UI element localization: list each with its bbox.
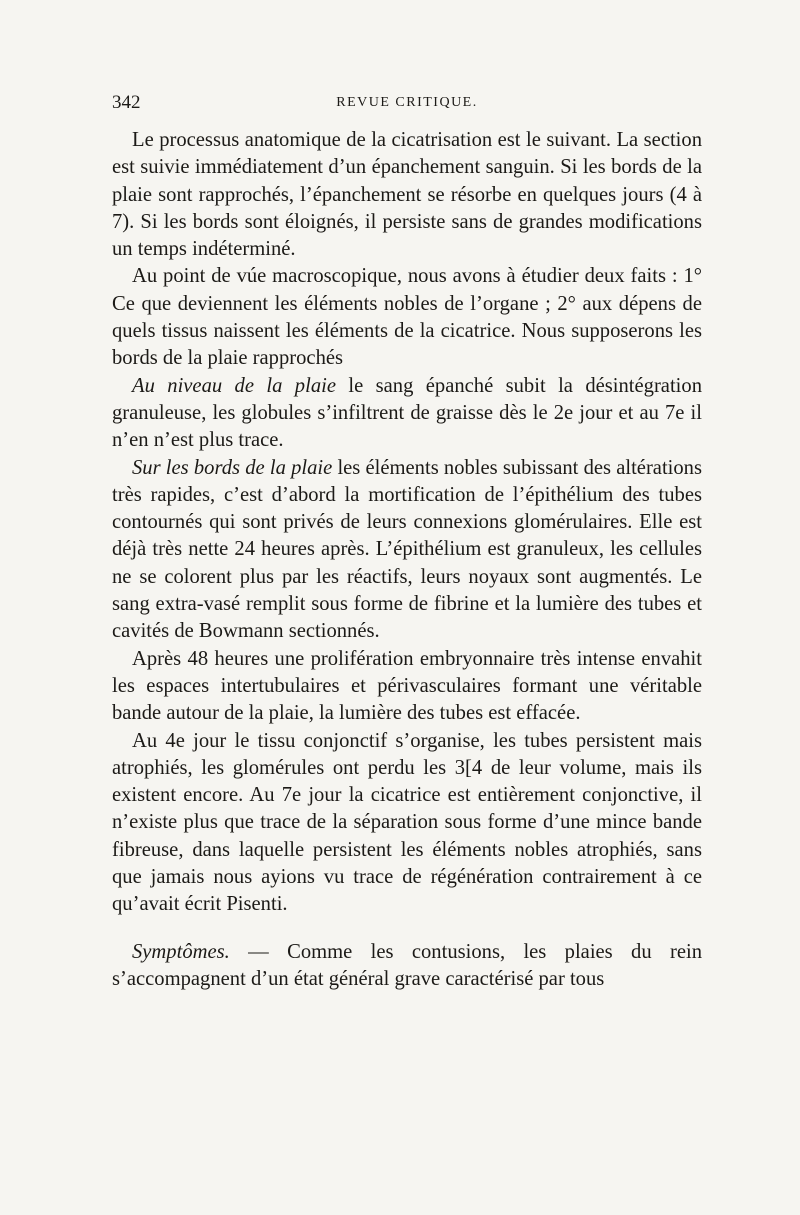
paragraph-4e-jour xyxy=(112,728,702,919)
paragraph-lead: Au niveau de la plaie xyxy=(132,374,336,397)
paragraph-text: Après 48 heures une prolifération embryonnaire très intense envahit les espaces intertubulaires et périvasculaires formant une véritable bande autour de la plaie, la lumière des tubes est effacée. xyxy=(112,647,702,725)
paragraph-text: les éléments nobles subissant des altérations très rapides, c’est d’abord la mortification de l’épithélium des tubes contournés qui sont privés de leurs connexions glomérulaires. Elle est déjà très nette 24 heures après. L’épithélium est granuleux, les cellules ne se colorent plus par les réactifs, leurs noyaux sont augmentés. Le sang extra-vasé remplit sous forme de fibrine et la lumière des tubes et cavités de Bowmann sectionnés. xyxy=(112,456,702,643)
paragraph-text: — Comme les contusions, les plaies du rein s’accompagnent d’un état général grave caractérisé par tous xyxy=(112,940,702,990)
paragraph-lead: Symptômes. xyxy=(132,940,230,963)
body-text xyxy=(112,127,702,993)
paragraph-symptomes xyxy=(112,939,702,994)
paragraph-text: Le processus anatomique de la cicatrisation est le suivant. La section est suivie immédiatement d’un épanchement sanguin. Si les bords de la plaie sont rapprochés, l’épanchement se résorbe en quelques jours (4 à 7). Si les bords sont éloignés, il persiste sans de grandes modifications un temps indéterminé. xyxy=(112,129,702,261)
paragraph-cicatrisation xyxy=(112,127,702,263)
paragraph-48-heures xyxy=(112,646,702,728)
paragraph-macroscopique xyxy=(112,263,702,372)
running-title: REVUE CRITIQUE. xyxy=(336,95,478,110)
page-header xyxy=(112,92,702,120)
paragraph-text: Au 4e jour le tissu conjonctif s’organise, les tubes persistent mais atrophiés, les glomérules ont perdu les 3[4 de leur volume, mais ils existent encore. Au 7e jour la cicatrice est entièrement conjonctive, il n’existe plus que trace de la séparation sous forme d’une mince bande fibreuse, dans laquelle persistent les éléments nobles atrophiés, sans que jamais nous ayions vu trace de régénération contrairement à ce qu’avait écrit Pisenti. xyxy=(112,729,702,916)
paragraph-bords-plaie xyxy=(112,455,702,646)
page-number: 342 xyxy=(112,92,141,113)
paragraph-niveau-plaie xyxy=(112,373,702,455)
paragraph-text: le sang épanché subit la désintégration granuleuse, les globules s’infiltrent de graisse dès le 2e jour et au 7e il n’en n’est plus trace. xyxy=(112,374,702,452)
paragraph-lead: Sur les bords de la plaie xyxy=(132,456,333,479)
paragraph-text: Au point de vúe macroscopique, nous avons à étudier deux faits : 1° Ce que deviennent les éléments nobles de l’organe ; 2° aux dépens de quels tissus naissent les éléments de la cicatrice. Nous supposerons les bords de la plaie rapprochés xyxy=(112,265,702,370)
